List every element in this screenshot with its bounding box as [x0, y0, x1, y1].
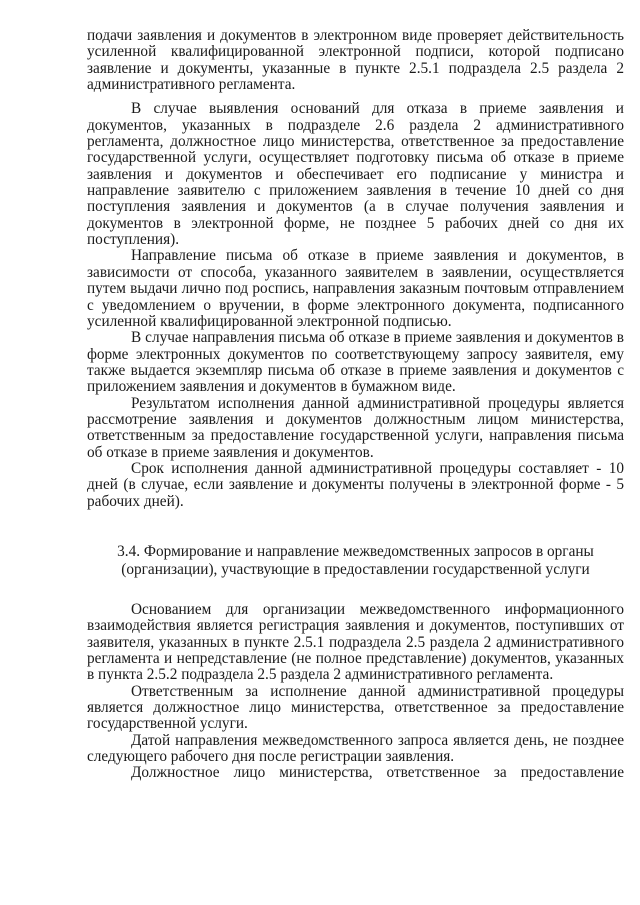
document-page: [87, 28, 624, 782]
paragraph-procedure-deadline: Срок исполнения данной административной процедуры составляет - 10 дней (в случае, если заявление и документы получены в электронной форме - 5 рабочих дней).: [87, 459, 624, 510]
paragraph-refusal-delivery: Направление письма об отказе в приеме заявления и документов, в зависимости от способа, указанного заявителем в заявлении, осуществляется путем выдачи лично под роспись, направления заказным почтовым отправлением с уведомлением о вручении, в форме электронного документа, подписанного усиленной квалифицированной электронной подписью.: [87, 247, 624, 330]
paragraph-procedure-result: Результатом исполнения данной административной процедуры является рассмотрение заявления и документов должностным лицом министерства, ответственным за предоставление государственной услуги, направления письма об отказе в приеме заявления и документов.: [87, 394, 624, 461]
paragraph-interagency-basis: Основанием для организации межведомственного информационного взаимодействия является регистрация заявления и документов, поступивших от заявителя, указанных в пункте 2.5.1 подраздела 2.5 раздела 2 административного регламента и непредставление (не полное представление) документов, указанных в пункта 2.5.2 подраздела 2.5 раздела 2 административного регламента.: [87, 600, 624, 684]
paragraph-official-continued: Должностное лицо министерства, ответственное за предоставление: [131, 764, 624, 782]
section-heading: 3.4. Формирование и направление межведомственных запросов в органы (организации), участвующие в предоставлении государственной услуги: [117, 542, 594, 578]
paragraph-refusal-grounds: В случае выявления оснований для отказа в приеме заявления и документов, указанных в подразделе 2.6 раздела 2 административного регламента, должностное лицо министерства, ответственное за предоставление государственной услуги, осуществляет подготовку письма об отказе в приеме заявления и документов и обеспечивает его подписание у министра и направление заявителю с приложением заявления в течение 10 дней со дня поступления заявления и документов (а в случае получения заявления и документов в электронной форме, не позднее 5 рабочих дней со дня их поступления).: [87, 100, 624, 249]
paragraph-request-date: Датой направления межведомственного запроса является день, не позднее следующего рабочего дня после регистрации заявления.: [87, 731, 624, 766]
paragraph-continuation: подачи заявления и документов в электронном виде проверяет действительность усиленной квалифицированной электронной подписи, которой подписано заявление и документы, указанные в пункте 2.5.1 подраздела 2.5 раздела 2 административного регламента.: [87, 27, 624, 94]
paragraph-electronic-refusal: В случае направления письма об отказе в приеме заявления и документов в форме электронных документов по соответствующему запросу заявителя, ему также выдается экземпляр письма об отказе в приеме заявления и документов с приложением заявления и документов в бумажном виде.: [87, 329, 624, 396]
paragraph-responsible-person: Ответственным за исполнение данной административной процедуры является должностное лицо министерства, ответственное за предоставление государственной услуги.: [87, 682, 624, 733]
